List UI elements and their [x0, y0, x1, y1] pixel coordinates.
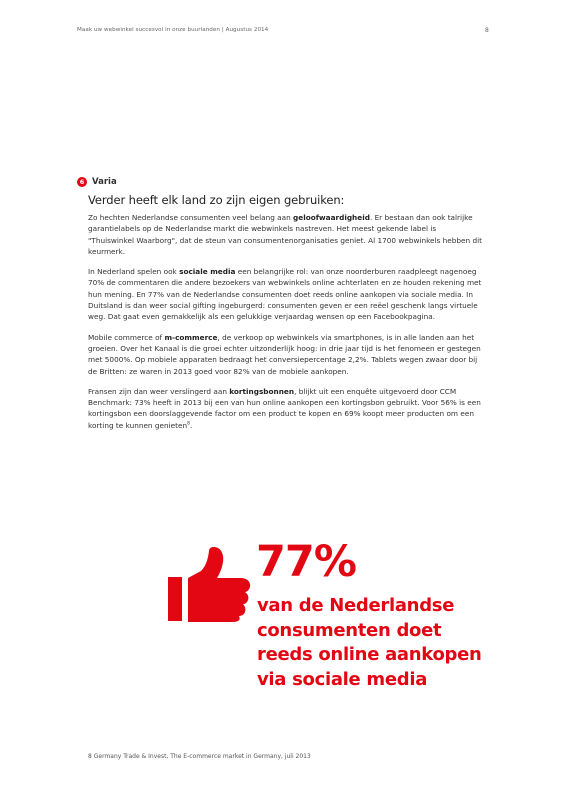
stat-percentage: 77%: [256, 537, 356, 587]
keyword-highlight: m-commerce: [164, 332, 218, 342]
paragraph-text: .: [190, 420, 193, 430]
running-header: Maak uw webwinkel succesvol in onze buurlanden | Augustus 2014: [77, 27, 269, 33]
footnote: 8 Germany Trade & Invest, The E-commerce market in Germany, juli 2013: [88, 753, 311, 760]
section-heading: Verder heeft elk land zo zijn eigen gebruiken:: [88, 193, 345, 207]
section-label: [77, 177, 117, 187]
thumb-hand: [188, 547, 250, 622]
paragraph-credibility: [88, 212, 484, 257]
keyword-highlight: sociale media: [179, 267, 236, 277]
paragraph-m-commerce: [88, 332, 484, 377]
keyword-highlight: kortingsbonnen: [229, 386, 295, 396]
paragraph-text: een belangrijke rol: van onze noorderburen raadpleegt nagenoeg 70% de commentaren die andere bezoekers van webwinkels online achterlaten en ze houden rekening met hun mening. En 77% van de Nederlandse consumenten doet reeds online aankopen via sociale media. In Duitsland is dan weer social gifting ingeburgerd: consumenten geven er een reëel geschenk langs virtuele weg. Dat gaat even gemakkelijk als een gelukkige verjaardag wensen op een Facebookpagina.: [88, 267, 482, 322]
keyword-highlight: geloofwaardigheid: [293, 213, 370, 222]
section-number-badge: 6: [77, 177, 87, 187]
footnote-reference: 8: [187, 421, 190, 427]
paragraph-text: Fransen zijn dan weer verslingerd aan: [88, 386, 230, 396]
paragraph-text: In Nederland spelen ook: [88, 267, 180, 277]
stat-line: van de Nederlandse: [257, 595, 455, 616]
body-text: [88, 212, 484, 440]
page-number: 8: [485, 27, 489, 34]
paragraph-text: Mobile commerce of: [88, 332, 165, 342]
paragraph-text: Zo hechten Nederlandse consumenten veel belang aan: [88, 213, 294, 222]
stat-description: [257, 594, 537, 692]
stat-line: consumenten doet: [257, 619, 442, 641]
paragraph-text: , de verkoop op webwinkels via smartphones, is in alle landen aan het groeien. Over het Kanaal is die groei echter uitzonderlijk hoog: in drie jaar tijd is het fenomeen er gestegen met 5000%. Op mobiele apparaten bedraagt het conversiepercentage 2,2%. Tablets wegen zwaar door bij de Britten: ze waren in 2013 goed voor 82% van de mobiele aankopen.: [88, 332, 481, 376]
section-title: Varia: [92, 177, 117, 187]
thumbs-up-icon: [168, 547, 251, 622]
paragraph-text: . Er bestaan dan ook talrijke garantielabels op de Nederlandse markt die webwinkels nastreven. Het meest gekende label is "Thuiswinkel Waarborg", dat de steun van consumentenorganisaties geniet. Al 1700 webwinkels hebben dit keurmerk.: [88, 213, 482, 256]
thumb-cuff: [168, 577, 182, 621]
paragraph-discount-vouchers: [88, 386, 484, 431]
stat-line: reeds online aankopen: [257, 644, 482, 665]
paragraph-social-media: [88, 266, 484, 322]
stat-line: via sociale media: [257, 668, 428, 690]
paragraph-text: , blijkt uit een enquête uitgevoerd door CCM Benchmark: 73% heeft in 2013 bij een van hun online aankopen een kortingsbon gebruikt. Voor 56% is een kortingsbon een doorslaggevende factor om een product te kopen en 69% koopt meer producten om een korting te kunnen genieten: [88, 386, 481, 430]
